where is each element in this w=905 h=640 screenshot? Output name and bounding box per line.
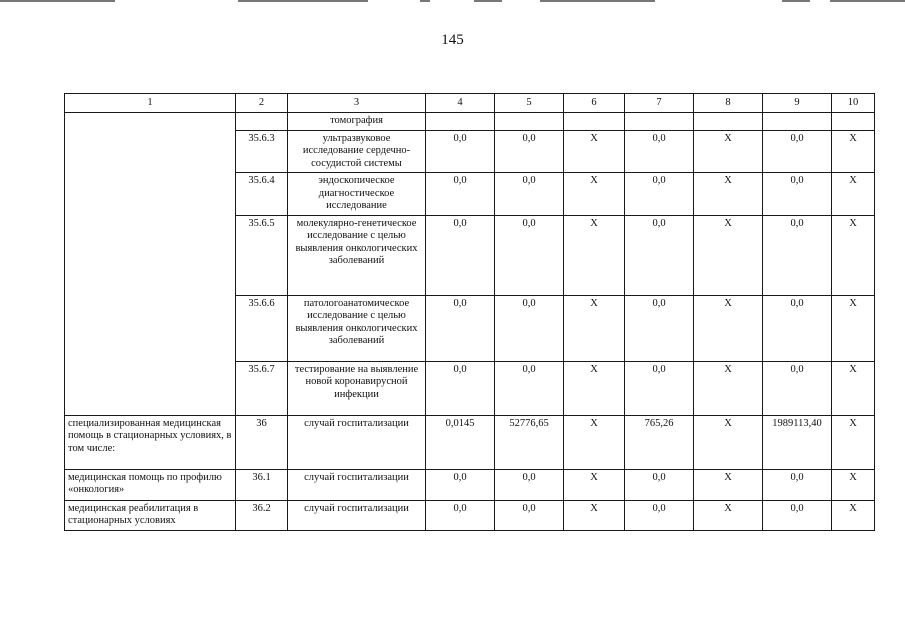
table-cell: Х — [832, 500, 875, 530]
table-row — [65, 295, 875, 361]
table-cell: специализированная медицинская помощь в стационарных условиях, в том числе: — [65, 415, 236, 469]
table-cell: 1989113,40 — [763, 415, 832, 469]
column-header-1: 1 — [65, 94, 236, 113]
table-cell: молекулярно-генетическое исследование с целью выявления онкологических заболеваний — [288, 215, 426, 295]
table-cell: случай госпитализации — [288, 415, 426, 469]
table-cell: 0,0 — [625, 173, 694, 216]
table-cell: 0,0 — [763, 173, 832, 216]
table-cell: 36.2 — [236, 500, 288, 530]
table-cell: 0,0 — [495, 215, 564, 295]
table-cell: 0,0145 — [426, 415, 495, 469]
table-cell: 35.6.5 — [236, 215, 288, 295]
table-cell — [495, 113, 564, 131]
table-cell: 0,0 — [763, 361, 832, 415]
table-cell: Х — [694, 173, 763, 216]
table-header-row — [65, 94, 875, 113]
data-table — [64, 93, 875, 531]
table-cell: 0,0 — [426, 173, 495, 216]
table-cell: 0,0 — [625, 500, 694, 530]
table-cell: 0,0 — [426, 361, 495, 415]
table-cell — [426, 113, 495, 131]
column-header-8: 8 — [694, 94, 763, 113]
table-cell: Х — [832, 295, 875, 361]
table-cell — [236, 113, 288, 131]
table-cell — [65, 173, 236, 216]
table-cell: Х — [694, 500, 763, 530]
column-header-2: 2 — [236, 94, 288, 113]
column-header-6: 6 — [564, 94, 625, 113]
table-cell: 0,0 — [763, 500, 832, 530]
table-cell: 0,0 — [763, 130, 832, 173]
table-cell: случай госпитализации — [288, 500, 426, 530]
table-cell: Х — [564, 361, 625, 415]
table-row — [65, 173, 875, 216]
table-cell — [625, 113, 694, 131]
table-cell: Х — [832, 361, 875, 415]
table-cell: 35.6.3 — [236, 130, 288, 173]
table-row — [65, 469, 875, 500]
page-number: 145 — [441, 32, 464, 48]
table-cell: 52776,65 — [495, 415, 564, 469]
table-cell: случай госпитализации — [288, 469, 426, 500]
table-cell: эндоскопическое диагностическое исследование — [288, 173, 426, 216]
table-cell: Х — [564, 500, 625, 530]
column-header-5: 5 — [495, 94, 564, 113]
table-cell: 0,0 — [763, 295, 832, 361]
table-cell: 0,0 — [495, 173, 564, 216]
table-cell: 0,0 — [625, 295, 694, 361]
table-cell: 35.6.6 — [236, 295, 288, 361]
table-cell: 765,26 — [625, 415, 694, 469]
table-cell: Х — [832, 215, 875, 295]
table-row — [65, 500, 875, 530]
table-cell: 0,0 — [625, 361, 694, 415]
table-cell: 0,0 — [426, 500, 495, 530]
table-cell: Х — [694, 361, 763, 415]
table-cell: медицинская реабилитация в стационарных условиях — [65, 500, 236, 530]
table-cell: 0,0 — [495, 295, 564, 361]
table-cell: 0,0 — [625, 469, 694, 500]
table-cell: Х — [564, 173, 625, 216]
column-header-4: 4 — [426, 94, 495, 113]
table-cell: Х — [564, 415, 625, 469]
table-cell: Х — [694, 415, 763, 469]
table-cell — [65, 130, 236, 173]
table-row — [65, 113, 875, 131]
table-row — [65, 361, 875, 415]
table-cell — [65, 295, 236, 361]
table-cell: 0,0 — [763, 215, 832, 295]
column-header-7: 7 — [625, 94, 694, 113]
table-cell: 0,0 — [495, 469, 564, 500]
table-cell: 0,0 — [495, 130, 564, 173]
table-cell: 0,0 — [763, 469, 832, 500]
table-cell — [65, 361, 236, 415]
table-cell: 0,0 — [426, 469, 495, 500]
table-cell: 36 — [236, 415, 288, 469]
table-cell — [65, 215, 236, 295]
table-cell: Х — [564, 295, 625, 361]
table-cell: 0,0 — [625, 215, 694, 295]
table-cell: Х — [694, 469, 763, 500]
table-cell: 0,0 — [625, 130, 694, 173]
table-cell: Х — [694, 130, 763, 173]
table-cell: 0,0 — [426, 130, 495, 173]
table-cell: Х — [832, 415, 875, 469]
table-cell — [694, 113, 763, 131]
table-cell: медицинская помощь по профилю «онкология» — [65, 469, 236, 500]
table-row — [65, 130, 875, 173]
table-cell: Х — [694, 295, 763, 361]
table-cell: патологоанатомическое исследование с целью выявления онкологических заболеваний — [288, 295, 426, 361]
table-cell — [564, 113, 625, 131]
table-cell: томография — [288, 113, 426, 131]
table-cell: 0,0 — [495, 500, 564, 530]
table-cell: 0,0 — [426, 295, 495, 361]
table-cell: ультразвуковое исследование сердечно-сосудистой системы — [288, 130, 426, 173]
table-cell: тестирование на выявление новой коронавирусной инфекции — [288, 361, 426, 415]
table-row — [65, 215, 875, 295]
table-cell: 0,0 — [495, 361, 564, 415]
table-cell: Х — [564, 469, 625, 500]
table-cell: 35.6.7 — [236, 361, 288, 415]
column-header-10: 10 — [832, 94, 875, 113]
table-cell: Х — [832, 173, 875, 216]
table-cell: Х — [832, 130, 875, 173]
table-cell: Х — [832, 469, 875, 500]
table-cell: 0,0 — [426, 215, 495, 295]
table-cell — [832, 113, 875, 131]
table-cell: 35.6.4 — [236, 173, 288, 216]
column-header-3: 3 — [288, 94, 426, 113]
table-cell: Х — [564, 215, 625, 295]
table-cell: 36.1 — [236, 469, 288, 500]
table-cell: Х — [564, 130, 625, 173]
column-header-9: 9 — [763, 94, 832, 113]
table-cell: Х — [694, 215, 763, 295]
table-cell — [763, 113, 832, 131]
table-cell — [65, 113, 236, 131]
table-row — [65, 415, 875, 469]
